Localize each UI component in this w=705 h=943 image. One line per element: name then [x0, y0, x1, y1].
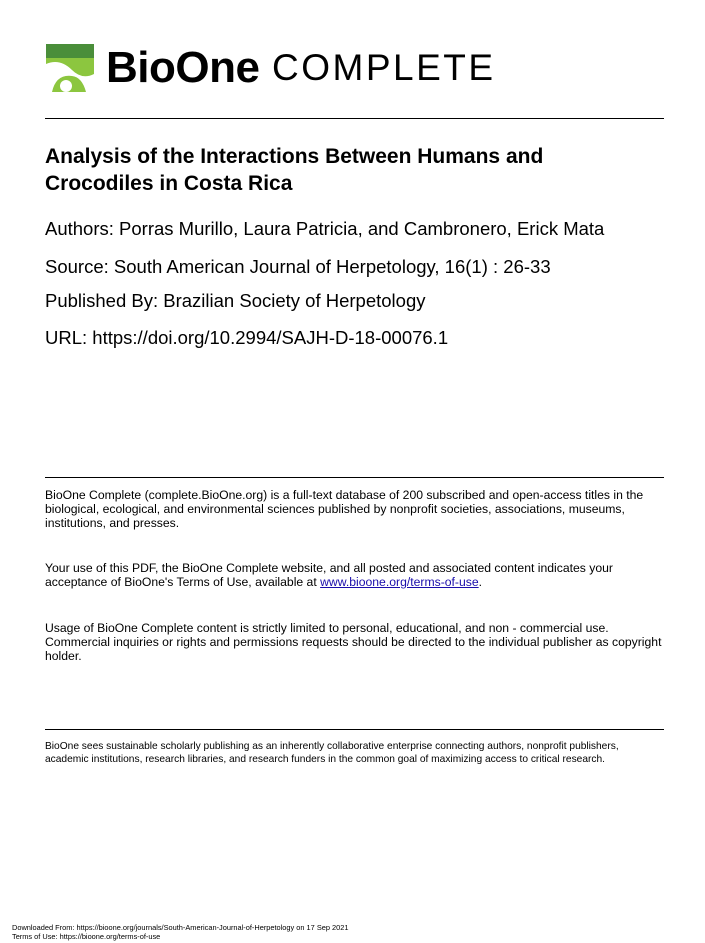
- article-publisher: Published By: Brazilian Society of Herpetology: [45, 290, 426, 311]
- header-divider: [45, 118, 664, 119]
- notice-divider-top: [45, 477, 664, 478]
- footer-terms: Terms of Use: https://bioone.org/terms-of-use: [12, 932, 161, 941]
- article-title: Analysis of the Interactions Between Humans and Crocodiles in Costa Rica: [45, 145, 544, 195]
- download-info: Downloaded From: https://bioone.org/journals/South-American-Journal-of-Herpetology on 17 Sep 2021: [12, 923, 349, 932]
- mission-statement: BioOne sees sustainable scholarly publishing as an inherently collaborative enterprise connecting authors, nonprofit publishers, academic institutions, research libraries, and research funders in the common goal of maximizing access to critical research.: [45, 741, 619, 766]
- terms-notice: [45, 561, 665, 589]
- terms-of-use-link[interactable]: www.bioone.org/terms-of-use: [320, 575, 479, 589]
- bioone-logo: [46, 44, 506, 92]
- brand-name-complete: COMPLETE: [272, 47, 496, 88]
- mission-divider: [45, 729, 664, 730]
- usage-notice: Usage of BioOne Complete content is strictly limited to personal, educational, and non - commercial use. Commercial inquiries or rights and permissions requests should be directed to the individual publisher as copyright holder.: [45, 621, 662, 663]
- bioone-leaf-icon: [46, 44, 94, 92]
- about-notice: BioOne Complete (complete.BioOne.org) is a full-text database of 200 subscribed and open-access titles in the biological, ecological, and environmental sciences published by nonprofit societies, associations, museums, institutions, and presses.: [45, 488, 644, 530]
- article-url[interactable]: URL: https://doi.org/10.2994/SAJH-D-18-00076.1: [45, 327, 449, 348]
- brand-name-bold: BioOne: [106, 43, 260, 92]
- article-authors: Authors: Porras Murillo, Laura Patricia, and Cambronero, Erick Mata: [45, 218, 605, 239]
- terms-notice-end: .: [478, 575, 483, 589]
- article-source: Source: South American Journal of Herpetology, 16(1) : 26-33: [45, 256, 551, 277]
- terms-notice-text: Your use of this PDF, the BioOne Complete website, and all posted and associated content indicates your acceptance of BioOne's Terms of Use, available at: [45, 561, 613, 589]
